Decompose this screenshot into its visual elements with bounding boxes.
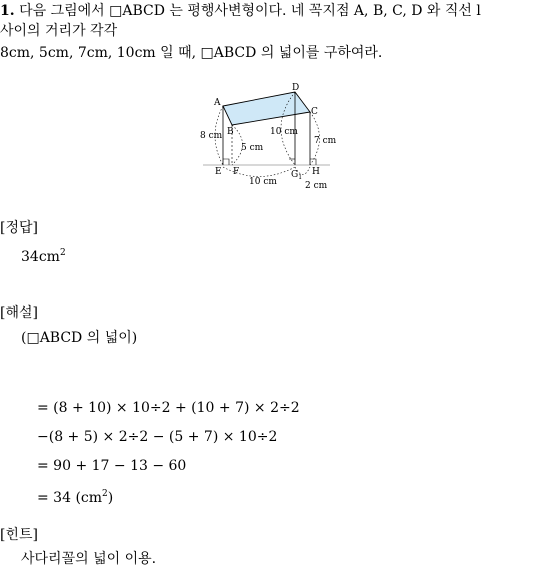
explanation-line-3: = 90 + 17 − 13 − 60 <box>37 458 187 474</box>
measure-10cm-vertical: 10 cm <box>270 127 298 137</box>
label-c: C <box>311 107 318 117</box>
label-f: F <box>233 167 240 177</box>
answer-value: $34cm^2$ <box>21 248 66 265</box>
label-a: A <box>214 98 221 108</box>
explanation-line-1: = (8 + 10) × 10÷2 + (10 + 7) × 2÷2 <box>37 400 300 416</box>
answer-heading: [정답] <box>0 220 38 236</box>
explanation-line-2: −(8 + 5) × 2÷2 − (5 + 7) × 10÷2 <box>37 429 278 445</box>
label-d: D <box>292 83 300 93</box>
explanation-heading: [해설] <box>0 305 38 321</box>
problem-line-2: 사이의 거리가 각각 <box>0 23 118 39</box>
explanation-intro: (□ABCD 의 넓이) <box>21 330 138 346</box>
explanation-line-4: = 34 $(cm^2)$ <box>37 489 114 506</box>
parallelogram-abcd <box>223 92 310 125</box>
problem-line-1 <box>0 2 481 20</box>
measure-2cm: 2 cm <box>305 181 328 190</box>
label-g: $G_1$ <box>291 170 303 181</box>
label-b: B <box>227 127 234 137</box>
problem-number: 1. <box>0 3 15 19</box>
label-e: E <box>215 167 222 177</box>
problem-text-1: 다음 그림에서 □ABCD 는 평행사변형이다. 네 꼭지점 A, B, C, D 와 직선 l <box>19 3 481 19</box>
problem-line-3: 8cm, 5cm, 7cm, 10cm 일 때, □ABCD 의 넓이를 구하여라. <box>0 45 383 61</box>
measure-8cm: 8 cm <box>200 131 223 141</box>
measure-10cm-base: 10 cm <box>249 177 277 187</box>
measure-5cm: 5 cm <box>241 143 264 153</box>
label-h: H <box>312 167 320 177</box>
hint-text: 사다리꼴의 넓이 이용. <box>21 551 157 567</box>
measure-7cm: 7 cm <box>314 136 337 146</box>
hint-heading: [힌트] <box>0 527 38 543</box>
parallelogram-diagram <box>195 82 345 190</box>
